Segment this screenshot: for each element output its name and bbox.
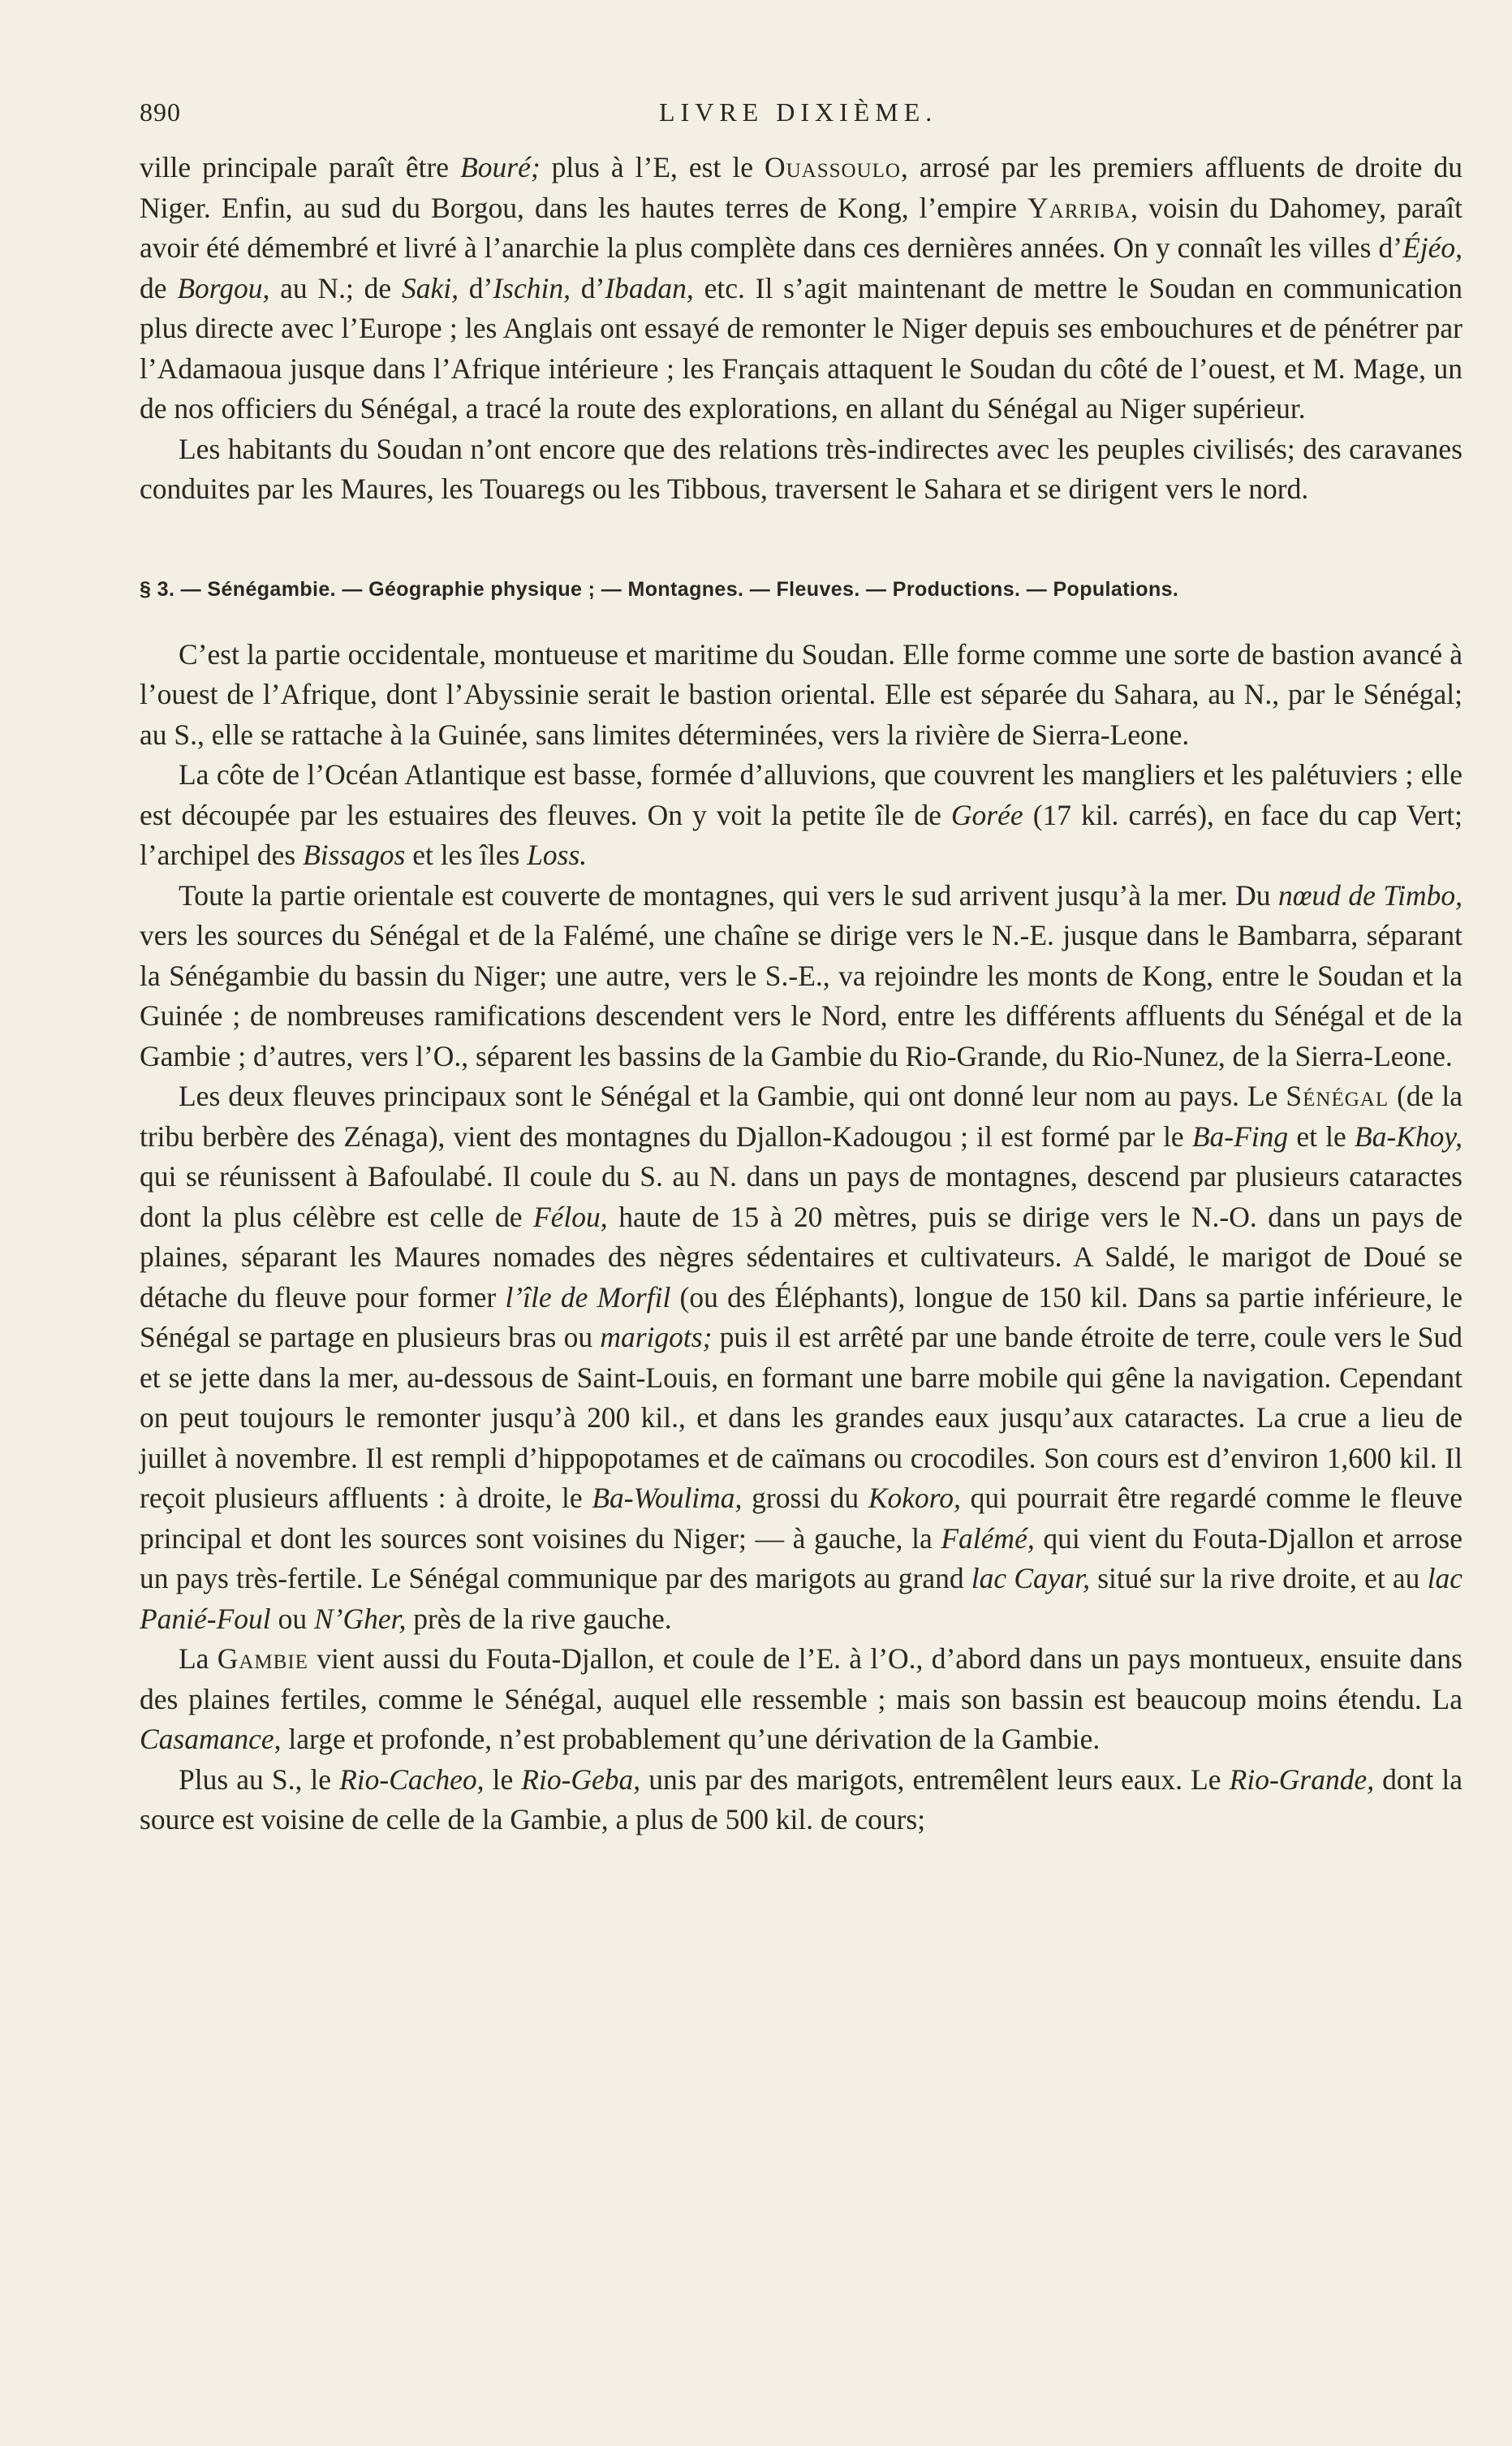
- paragraph-8: Plus au S., le Rio-Cacheo, le Rio-Geba, unis par des marigots, entremêlent leurs eaux. Le Rio-Grande, dont la source est voisine de celle de la Gambie, a plus de 500 kil. de cours;: [140, 1762, 1462, 1836]
- page-header: [140, 89, 1462, 138]
- paragraph-3: C’est la partie occidentale, montueuse et maritime du Soudan. Elle forme comme une sorte de bastion avancé à l’ouest de l’Afrique, dont l’Abyssinie serait le bastion oriental. Elle est séparée du Sahara, au N., par le Sénégal; au S., elle se rattache à la Guinée, sans limites déterminées, vers la rivière de Sierra-Leone.: [140, 637, 1462, 751]
- section-heading-text: § 3. — Sénégambie. — Géographie physique ; — Montagnes. — Fleuves. — Productions. — Populations.: [140, 577, 1179, 601]
- paragraph-5: Toute la partie orientale est couverte de montagnes, qui vers le sud arrivent jusqu’à la mer. Du nœud de Timbo, vers les sources du Sénégal et de la Falémé, une chaîne se dirige vers le N.-E. jusque dans le Bambarra, séparant la Sénégambie du bassin du Niger; une autre, vers le S.-E., va rejoindre les monts de Kong, entre le Soudan et la Guinée ; de nombreuses ramifications descendent vers le Nord, entre les différents affluents du Sénégal et de la Gambie ; d’autres, vers l’O., séparent les bassins de la Gambie du Rio-Grande, du Rio-Nunez, de la Sierra-Leone.: [140, 878, 1462, 1072]
- paragraph-7: La Gambie vient aussi du Fouta-Djallon, et coule de l’E. à l’O., d’abord dans un pays montueux, ensuite dans des plaines fertiles, comme le Sénégal, auquel elle ressemble ; mais son bassin est beaucoup moins étendu. La Casamance, large et profonde, n’est probablement qu’une dérivation de la Gambie.: [140, 1642, 1462, 1755]
- page-number: 890: [140, 97, 181, 127]
- running-title: LIVRE DIXIÈME.: [659, 97, 938, 127]
- paragraph-6: Les deux fleuves principaux sont le Sénégal et la Gambie, qui ont donné leur nom au pays. Le Sénégal (de la tribu berbère des Zénaga), vient des montagnes du Djallon-Kadougou ; il est formé par le Ba-Fing et le Ba-Khoy, qui se réunissent à Bafoulabé. Il coule du S. au N. dans un pays de montagnes, descend par plusieurs cataractes dont la plus célèbre est celle de Félou, haute de 15 à 20 mètres, puis se dirige vers le N.-O. dans un pays de plaines, séparant les Maures nomades des nègres sédentaires et cultivateurs. A Saldé, le marigot de Doué se détache du fleuve pour former l’île de Morfil (ou des Éléphants), longue de 150 kil. Dans sa partie inférieure, le Sénégal se partage en plusieurs bras ou marigots; puis il est arrêté par une bande étroite de terre, coule vers le Sud et se jette dans la mer, au-dessous de Saint-Louis, en formant une barre mobile qui gêne la navigation. Cependant on peut toujours le remonter jusqu’à 200 kil., et dans les grandes eaux jusqu’aux cataractes. La crue a lieu de juillet à novembre. Il est rempli d’hippopotames et de caïmans ou crocodiles. Son cours est d’environ 1,600 kil. Il reçoit plusieurs affluents : à droite, le Ba-Woulima, grossi du Kokoro, qui pourrait être regardé comme le fleuve principal et dont les sources sont voisines du Niger; — à gauche, la Falémé, qui vient du Fouta-Djallon et arrose un pays très-fertile. Le Sénégal communique par des marigots au grand lac Cayar, situé sur la rive droite, et au lac Panié-Foul ou N’Gher, près de la rive gauche.: [140, 1080, 1463, 1635]
- body-text-section: [140, 635, 1462, 1840]
- paragraph-2: Les habitants du Soudan n’ont encore que des relations très-indirectes avec les peuples civilisés; des caravanes conduites par les Maures, les Touaregs ou les Tibbous, traversent le Sahara et se dirigent vers le nord.: [140, 432, 1462, 505]
- section-heading: [140, 575, 1462, 604]
- paragraph-4: La côte de l’Océan Atlantique est basse, formée d’alluvions, que couvrent les mangliers et les palétuviers ; elle est découpée par les estuaires des fleuves. On y voit la petite île de Gorée (17 kil. carrés), en face du cap Vert; l’archipel des Bissagos et les îles Loss.: [140, 758, 1462, 871]
- paragraph-1: ville principale paraît être Bouré; plus à l’E, est le Ouassoulo, arrosé par les premiers affluents de droite du Niger. Enfin, au sud du Borgou, dans les hautes terres de Kong, l’empire Yarriba, voisin du Dahomey, paraît avoir été démembré et livré à l’anarchie la plus complète dans ces dernières années. On y connaît les villes d’Éjéo, de Borgou, au N.; de Saki, d’Ischin, d’Ibadan, etc. Il s’agit maintenant de mettre le Soudan en communication plus directe avec l’Europe ; les Anglais ont essayé de remonter le Niger depuis ses embouchures et de pénétrer par l’Adamaoua jusque dans l’Afrique intérieure ; les Français attaquent le Soudan du côté de l’ouest, et M. Mage, un de nos officiers du Sénégal, a tracé la route des explorations, en allant du Sénégal au Niger supérieur.: [140, 151, 1463, 425]
- body-text: [140, 148, 1462, 510]
